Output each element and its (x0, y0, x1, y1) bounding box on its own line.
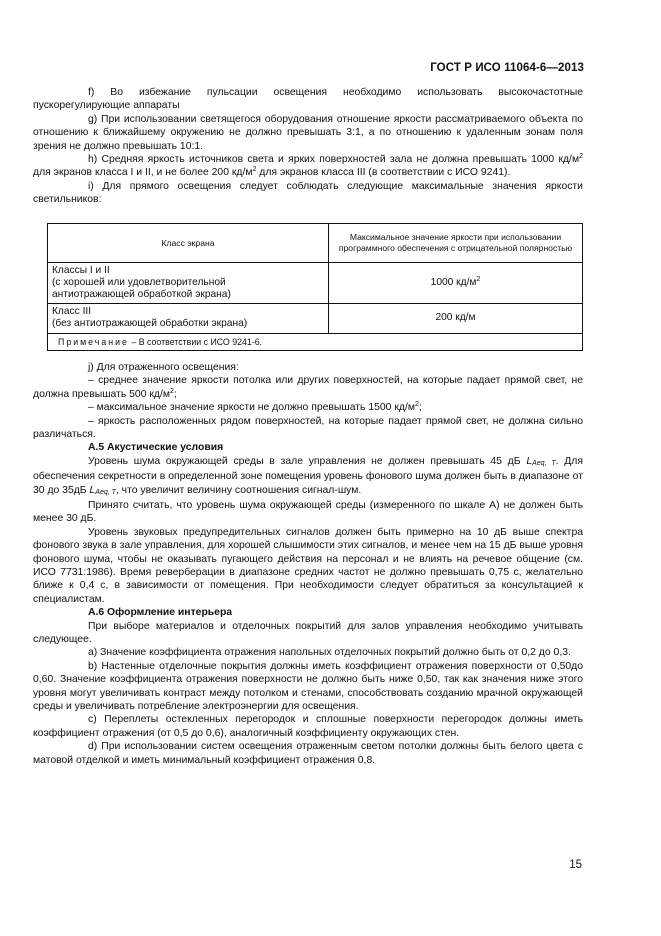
section-a6-item-c: c) Переплеты остекленных перегородок и сплошные поверхности перегородок должны иметь коэффициент отражения (от 0,5 до 0,6), аналогичный коэффициенту окружающих стен. (33, 714, 583, 739)
table-cell-value: 200 кд/м (329, 304, 583, 333)
section-a5-title: А.5 Акустические условия (88, 442, 224, 454)
table-cell-class: Классы I и II (с хорошей или удовлетворительной антиотражающей обработкой экрана) (48, 262, 329, 304)
section-a6-title: А.6 Оформление интерьера (88, 607, 233, 619)
page-body (33, 86, 583, 767)
paragraph-f: f) Во избежание пульсации освещения необходимо использовать высокочастотные пускорегулирующие аппараты (33, 87, 583, 112)
table-header-max-luminance: Максимальное значение яркости при использовании программного обеспечения с отрицательной полярностью (329, 223, 583, 262)
table-note-row (48, 333, 583, 350)
table-header-row (48, 223, 583, 262)
paragraph-g: g) При использовании светящегося оборудования отношение яркости рассматриваемого объекта по отношению к ближайшему окружению не должно превышать 3:1, а по отношению к удаленным зонам поля зрения не должно превышать 10:1. (33, 113, 583, 152)
paragraph-h: h) Средняя яркость источников света и ярких поверхностей зала не должна превышать 1000 $кд/м^2$ для экранов класса I и II, и не более 200 $кд/м^2$ для экранов класса III (в соответствии с ИСО 9241). (33, 153, 583, 179)
document-code: ГОСТ Р ИСО 11064-6—2013 (430, 62, 584, 74)
section-a6-paragraph-1: При выборе материалов и отделочных покрытий для залов управления необходимо учитывать следующее. (33, 620, 583, 645)
section-a5-paragraph-1: Уровень шума окружающей среды в зале управления не должен превышать 45 дБ LAeq, T. Для обеспечения секретности в определенной зоне помещения уровень фонового шума должен быть в диапазоне от 30 до 35дБ LAeq, T, что увеличит величину соотношения сигнал-шум. (33, 455, 583, 496)
section-a6-item-b: b) Настенные отделочные покрытия должны иметь коэффициент отражения поверхности от 0,50до 0,60. Значение коэффициента отражения поверхности не должно быть ниже 0,50, так как значения ниже этого уровня могут увеличивать контраст между потолком и стенами, способствовать созданию мрачной окружающей среды и увеличивать потребление электроэнергии для освещения. (33, 660, 583, 713)
table-cell-value: 1000 $кд/м^2$ (329, 262, 583, 304)
luminance-table (47, 223, 583, 351)
section-a5-paragraph-2: Принято считать, что уровень шума окружающей среды (измеренного по шкале А) не должен быть менее 30 дБ. (33, 499, 583, 525)
paragraph-i: i) Для прямого освещения следует соблюдать следующие максимальные значения яркости светильников: (33, 180, 583, 206)
section-a6-item-a: а) Значение коэффициента отражения напольных отделочных покрытий должно быть от 0,2 до 0,3. (88, 647, 571, 659)
table-cell-class: Класс III (без антиотражающей обработки экрана) (48, 304, 329, 333)
paragraph-j-item-3: – яркость расположенных рядом поверхностей, на которые падает прямой свет, не должна сильно различаться. (33, 415, 583, 440)
page-number: 15 (569, 859, 582, 871)
table-row (48, 304, 583, 333)
paragraph-j-item-2: – максимальное значение яркости не должно превышать 1500 $кд/м^2$; (88, 401, 422, 414)
section-a6-item-d: d) При использовании систем освещения отраженным светом потолки должны быть белого цвета с матовой отделкой и иметь минимальный коэффициент отражения 0,8. (33, 741, 583, 766)
table-note: Примечание – В соответствии с ИСО 9241-6. (48, 333, 583, 350)
table-header-screen-class: Класс экрана (48, 223, 329, 262)
paragraph-j-item-1: – среднее значение яркости потолка или других поверхностей, на которые падает прямой свет, не должна превышать 500 $кд/м^2$; (33, 375, 583, 400)
table-row (48, 262, 583, 304)
section-a5-paragraph-3: Уровень звуковых предупредительных сигналов должен быть примерно на 10 дБ выше спектра фонового звука в зале управления, для хорошей слышимости этих сигналов, и менее чем на 15 дБ выше уровня фонового шума, чтобы не оказывать пугающего действия на персонал и не влиять на речевое общение (см. ИСО 7731:1986). Время реверберации в диапазоне средних частот не должно превышать 0,75 с, желательно ближе к 0,4 с, в зависимости от помещения. При необходимости следует обратиться за консультацией к специалистам. (33, 526, 583, 605)
paragraph-j: j) Для отраженного освещения: (88, 361, 239, 373)
